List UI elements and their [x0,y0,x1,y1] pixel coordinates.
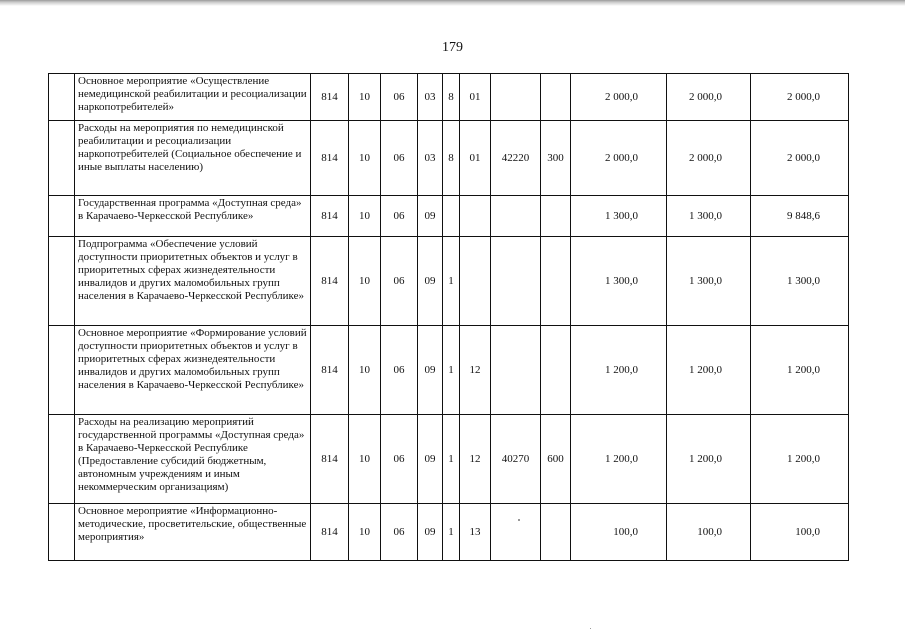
amount-year1-cell: 2 000,0 [571,74,667,121]
row-index-cell [49,326,75,415]
row-index-cell [49,121,75,196]
amount-year1-cell: 1 200,0 [571,415,667,504]
table-body [49,74,849,561]
scan-speck [518,519,520,521]
program-code-cell: 09 [418,415,443,504]
event-code-cell: 13 [460,504,491,561]
expense-type-cell: 300 [541,121,571,196]
amount-year1-cell: 1 200,0 [571,326,667,415]
subsection-code-cell: 06 [381,121,418,196]
amount-year2-cell: 2 000,0 [667,121,751,196]
expense-type-cell [541,74,571,121]
amount-year3-cell: 9 848,6 [751,196,849,237]
item-name-cell: Расходы на мероприятия по немедицинской реабилитации и ресоциализации наркопотребителей (Социальное обеспечение и иные выплаты населению) [75,121,311,196]
program-code-cell: 09 [418,196,443,237]
event-code-cell [460,196,491,237]
row-index-cell [49,74,75,121]
admin-code-cell: 814 [311,237,349,326]
expense-type-cell [541,237,571,326]
subprogram-code-cell: 1 [443,504,460,561]
subsection-code-cell: 06 [381,74,418,121]
event-code-cell: 01 [460,121,491,196]
section-code-cell: 10 [349,326,381,415]
amount-year2-cell: 1 200,0 [667,326,751,415]
admin-code-cell: 814 [311,326,349,415]
item-name-cell: Подпрограмма «Обеспечение условий доступности приоритетных объектов и услуг в приоритетных сферах жизнедеятельности инвалидов и других маломобильных групп населения в Карачаево-Черкесской Республике» [75,237,311,326]
subsection-code-cell: 06 [381,237,418,326]
page-number: 179 [442,40,463,55]
amount-year2-cell: 1 200,0 [667,415,751,504]
table-row [49,415,849,504]
direction-code-cell [491,504,541,561]
event-code-cell [460,237,491,326]
event-code-cell: 12 [460,326,491,415]
program-code-cell: 03 [418,74,443,121]
event-code-cell: 12 [460,415,491,504]
subsection-code-cell: 06 [381,326,418,415]
row-index-cell [49,196,75,237]
subprogram-code-cell: 8 [443,74,460,121]
item-name-cell: Расходы на реализацию мероприятий государственной программы «Доступная среда» в Карачаево-Черкесской Республике (Предоставление субсидий бюджетным, автономным учреждениям и иным некоммерческим организациям) [75,415,311,504]
table-row [49,326,849,415]
amount-year2-cell: 2 000,0 [667,74,751,121]
expense-type-cell [541,196,571,237]
section-code-cell: 10 [349,121,381,196]
amount-year3-cell: 1 200,0 [751,326,849,415]
item-name-cell: Основное мероприятие «Осуществление немедицинской реабилитации и ресоциализации наркопотребителей» [75,74,311,121]
scan-top-edge [0,0,905,6]
amount-year3-cell: 2 000,0 [751,121,849,196]
table-row [49,237,849,326]
direction-code-cell [491,237,541,326]
section-code-cell: 10 [349,74,381,121]
amount-year1-cell: 1 300,0 [571,237,667,326]
subprogram-code-cell: 1 [443,326,460,415]
admin-code-cell: 814 [311,196,349,237]
table-row [49,74,849,121]
program-code-cell: 09 [418,237,443,326]
expense-type-cell [541,326,571,415]
admin-code-cell: 814 [311,415,349,504]
amount-year1-cell: 1 300,0 [571,196,667,237]
amount-year3-cell: 1 300,0 [751,237,849,326]
table-row [49,196,849,237]
direction-code-cell: 40270 [491,415,541,504]
admin-code-cell: 814 [311,74,349,121]
amount-year2-cell: 1 300,0 [667,237,751,326]
program-code-cell: 03 [418,121,443,196]
amount-year2-cell: 100,0 [667,504,751,561]
subprogram-code-cell: 1 [443,237,460,326]
direction-code-cell: 42220 [491,121,541,196]
section-code-cell: 10 [349,415,381,504]
program-code-cell: 09 [418,504,443,561]
event-code-cell: 01 [460,74,491,121]
expense-type-cell [541,504,571,561]
row-index-cell [49,237,75,326]
direction-code-cell [491,74,541,121]
direction-code-cell [491,326,541,415]
section-code-cell: 10 [349,196,381,237]
amount-year3-cell: 2 000,0 [751,74,849,121]
budget-table [48,73,849,561]
subprogram-code-cell: 8 [443,121,460,196]
subsection-code-cell: 06 [381,504,418,561]
row-index-cell [49,504,75,561]
item-name-cell: Государственная программа «Доступная среда» в Карачаево-Черкесской Республике» [75,196,311,237]
amount-year1-cell: 2 000,0 [571,121,667,196]
table-row [49,504,849,561]
program-code-cell: 09 [418,326,443,415]
amount-year2-cell: 1 300,0 [667,196,751,237]
admin-code-cell: 814 [311,504,349,561]
subsection-code-cell: 06 [381,196,418,237]
admin-code-cell: 814 [311,121,349,196]
table-row [49,121,849,196]
scan-speck [590,628,591,629]
amount-year3-cell: 100,0 [751,504,849,561]
subsection-code-cell: 06 [381,415,418,504]
amount-year3-cell: 1 200,0 [751,415,849,504]
item-name-cell: Основное мероприятие «Формирование условий доступности приоритетных объектов и услуг в приоритетных сферах жизнедеятельности инвалидов и других маломобильных групп населения в Карачаево-Черкесской Республике» [75,326,311,415]
section-code-cell: 10 [349,504,381,561]
direction-code-cell [491,196,541,237]
subprogram-code-cell: 1 [443,415,460,504]
row-index-cell [49,415,75,504]
section-code-cell: 10 [349,237,381,326]
subprogram-code-cell [443,196,460,237]
amount-year1-cell: 100,0 [571,504,667,561]
item-name-cell: Основное мероприятие «Информационно-методические, просветительские, общественные мероприятия» [75,504,311,561]
expense-type-cell: 600 [541,415,571,504]
